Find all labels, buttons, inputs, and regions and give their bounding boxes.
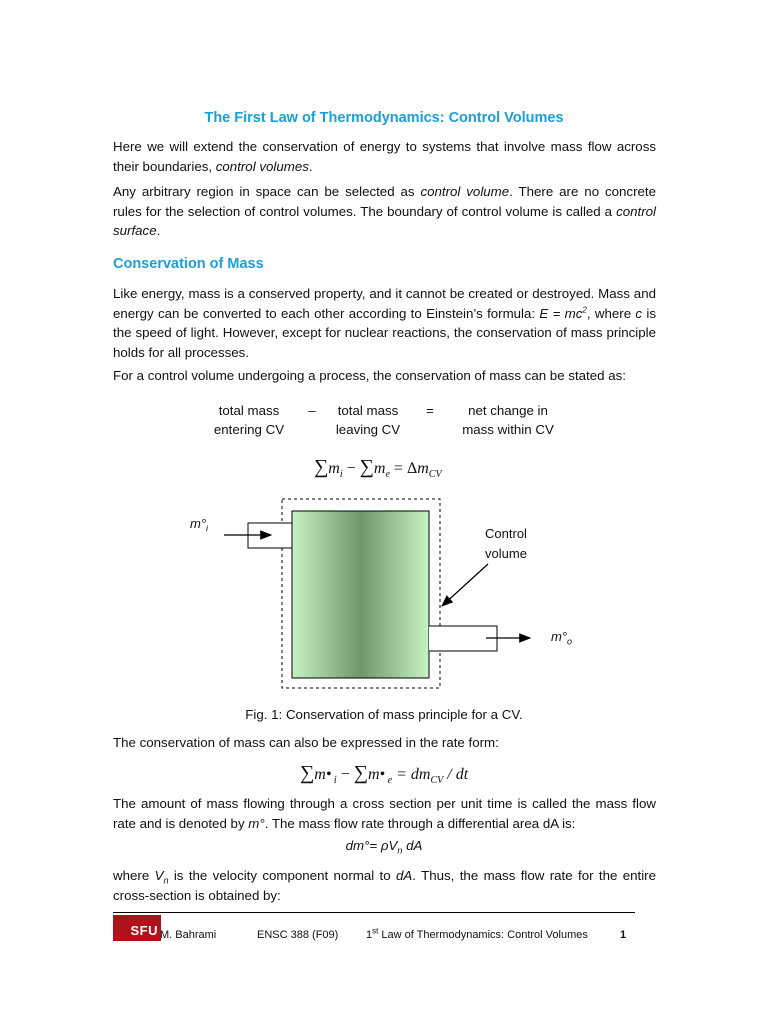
- differential-mass-flow-equation: [0, 838, 768, 856]
- superscript: st: [372, 926, 379, 936]
- operator: = Δ: [389, 460, 418, 477]
- cv-statement: For a control volume undergoing a process, the conservation of mass can be stated as:: [113, 368, 626, 383]
- text: where: [113, 868, 155, 883]
- text: Like energy, mass is a conserved property, and it cannot be created or destroyed. Mass and energy can be converted to each other according to Einstein’s formula:: [113, 286, 656, 321]
- text-italic: control volume: [420, 184, 510, 199]
- figure-caption: Fig. 1: Conservation of mass principle for a CV.: [245, 707, 523, 722]
- text-italic: dA: [396, 868, 413, 883]
- subscript: i: [331, 775, 337, 787]
- symbol: dA: [402, 838, 423, 853]
- inlet-mass-flow-label: [190, 516, 209, 534]
- control-volume-pointer-arrow: [442, 564, 488, 606]
- text: total mass: [218, 403, 280, 418]
- text: Any arbitrary region in space can be selected as: [113, 184, 421, 199]
- text-italic: control surface: [113, 203, 656, 238]
- symbol: m°: [190, 516, 207, 531]
- subscript: e: [385, 775, 393, 787]
- subscript: i: [339, 469, 343, 481]
- subscript: o: [567, 636, 573, 647]
- page-title: The First Law of Thermodynamics: Control Volumes: [204, 110, 564, 126]
- sum-symbol: ∑: [359, 456, 374, 478]
- sfu-logo: SFU: [113, 915, 161, 941]
- subscript: CV: [430, 775, 444, 787]
- subscript: e: [385, 469, 390, 481]
- text: is the velocity component normal to: [168, 868, 397, 883]
- word-op-minus: –: [308, 403, 316, 418]
- text: . Thus, the mass flow rate for the entire cross-section is obtained by:: [113, 868, 657, 903]
- text: net change in: [468, 403, 548, 418]
- sum-symbol: ∑: [314, 456, 329, 478]
- symbol: dm°= ρV: [345, 838, 398, 853]
- control-volume-label: [471, 524, 541, 564]
- text-italic: m°: [248, 815, 265, 831]
- text: Here we will extend the conservation of energy to systems that involve mass flow across their boundaries,: [113, 139, 656, 174]
- subscript: n: [163, 875, 169, 886]
- normal-velocity-paragraph: [113, 866, 656, 905]
- symbol: m•: [314, 766, 332, 783]
- symbol: / dt: [443, 766, 469, 783]
- subscript: CV: [428, 469, 442, 481]
- text: is the speed of light. However, except for nuclear reactions, the conservation of mass principle holds for all processes.: [113, 305, 656, 360]
- section-heading: Conservation of Mass: [113, 256, 264, 272]
- rate-form-intro: The conservation of mass can also be expressed in the rate form:: [113, 735, 499, 750]
- control-volume-box: [292, 511, 429, 678]
- word-op-equals: =: [426, 403, 434, 418]
- text: .: [156, 223, 161, 238]
- footer-course: ENSC 388 (F09): [257, 929, 339, 941]
- text-italic: control volumes: [215, 158, 309, 174]
- outlet-mass-flow-label: [551, 629, 573, 647]
- einstein-formula: E = mc: [539, 305, 583, 321]
- symbol: V: [154, 868, 164, 883]
- text-italic: c: [635, 305, 643, 321]
- symbol: m•: [368, 766, 386, 783]
- text: total mass: [337, 403, 399, 418]
- superscript: 2: [582, 305, 587, 315]
- mass-flow-rate-paragraph: [113, 794, 656, 833]
- text: leaving CV: [335, 422, 401, 437]
- text: mass within CV: [462, 422, 554, 437]
- symbol: m: [328, 460, 340, 477]
- text: Control: [485, 526, 527, 541]
- footer-page-number: 1: [620, 929, 627, 941]
- rate-form-equation: [300, 762, 468, 785]
- text: . The mass flow rate through a differential area dA is:: [264, 815, 576, 831]
- text: .: [308, 158, 313, 174]
- sum-symbol: ∑: [353, 762, 368, 784]
- text: Law of Thermodynamics: Control Volumes: [378, 929, 588, 941]
- subscript: i: [206, 523, 209, 534]
- sum-symbol: ∑: [300, 762, 315, 784]
- operator: −: [342, 460, 360, 477]
- text: 1: [366, 929, 373, 941]
- symbol: m: [417, 460, 429, 477]
- footer-divider: [113, 912, 635, 913]
- text: volume: [485, 546, 527, 561]
- footer-author: M. Bahrami: [160, 929, 217, 941]
- text: . There are no concrete rules for the selection of control volumes. The boundary of control volume is called a: [113, 184, 656, 219]
- operator: = dm: [392, 766, 431, 783]
- footer-topic: [366, 926, 588, 941]
- text: entering CV: [213, 422, 285, 437]
- operator: −: [336, 766, 354, 783]
- subscript: n: [397, 845, 403, 856]
- symbol: m: [373, 460, 386, 477]
- symbol: m°: [551, 629, 568, 644]
- text: The amount of mass flowing through a cross section per unit time is called the mass flow rate and is denoted by: [113, 796, 656, 831]
- text: , where: [586, 305, 636, 321]
